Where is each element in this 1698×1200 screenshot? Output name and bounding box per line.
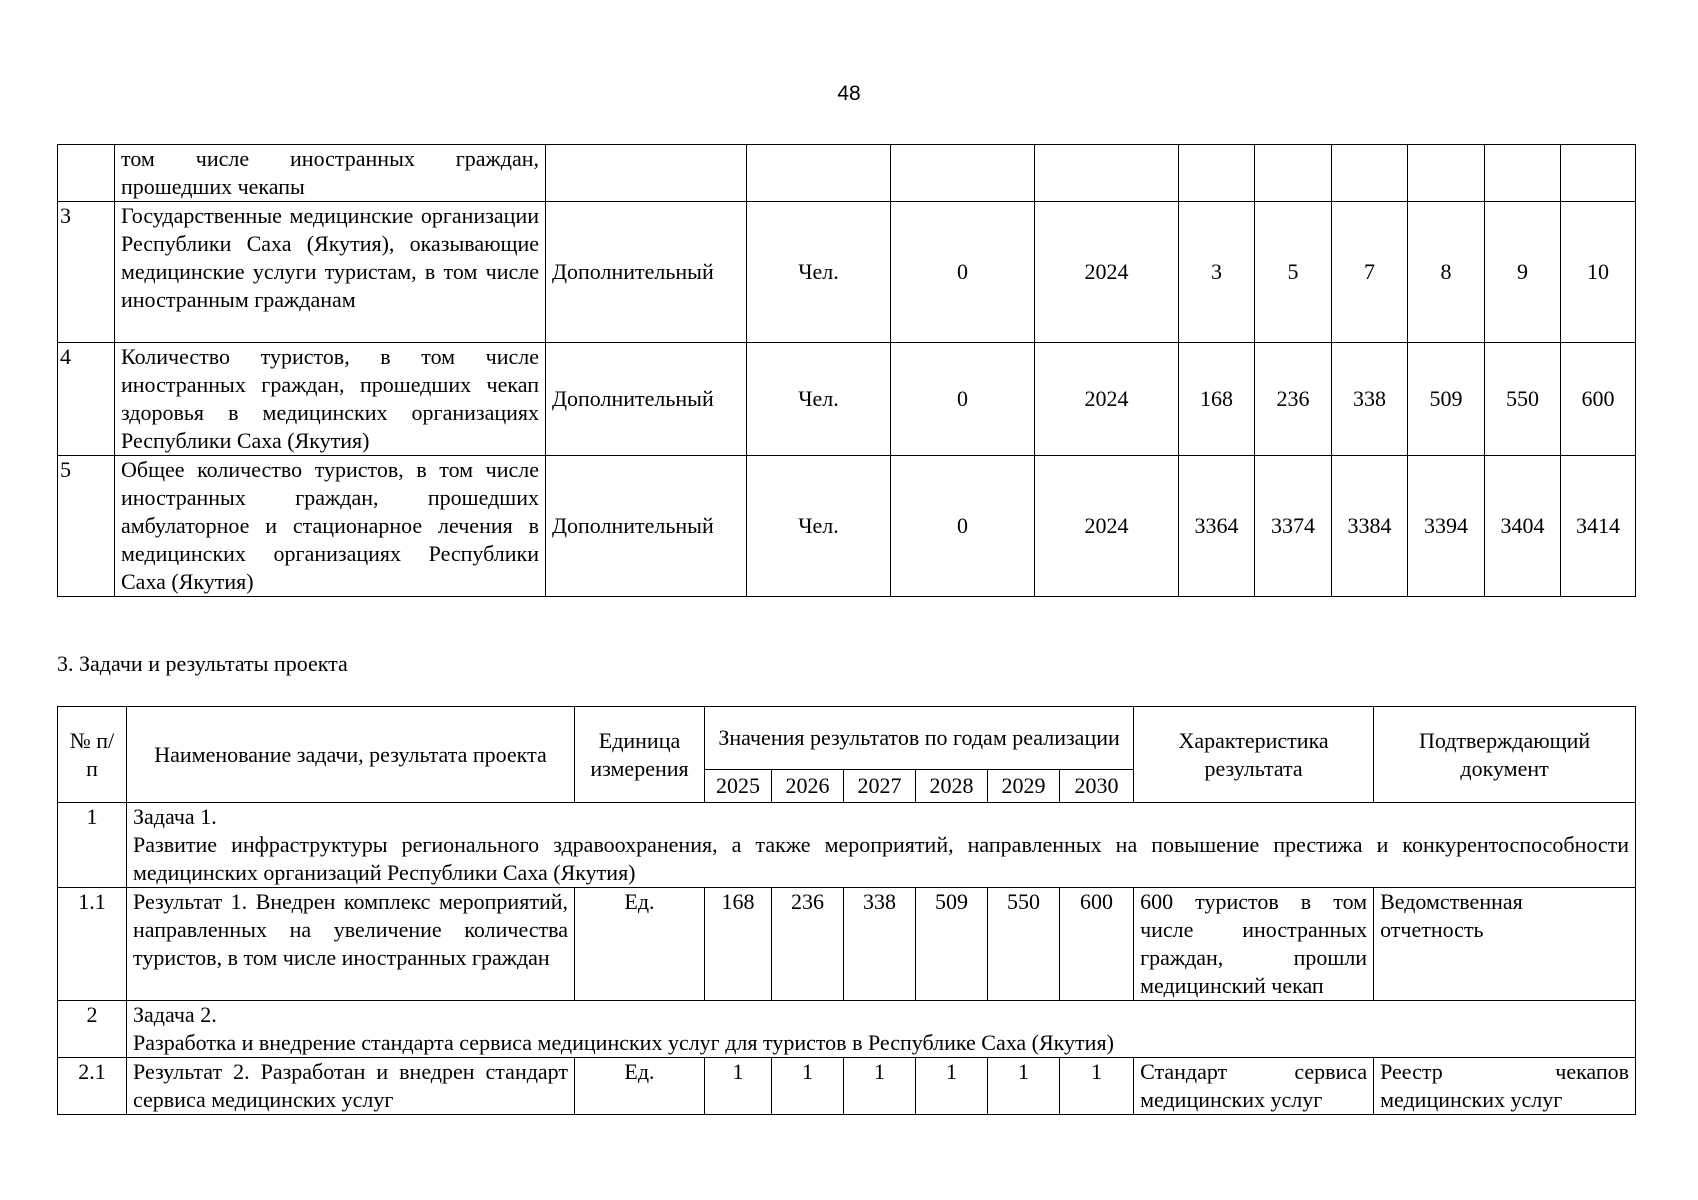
indicator-type: Дополнительный xyxy=(546,343,747,456)
result-value: 509 xyxy=(916,888,988,1001)
header-year: 2028 xyxy=(916,770,988,803)
header-name: Наименование задачи, результата проекта xyxy=(127,707,575,803)
unit-cell xyxy=(747,145,891,202)
header-document: Подтверждающий документ xyxy=(1374,707,1636,803)
value-cell: 509 xyxy=(1408,343,1485,456)
header-year: 2026 xyxy=(772,770,844,803)
task-number: 2 xyxy=(58,1001,127,1058)
indicators-table xyxy=(57,144,1636,597)
base-value-cell xyxy=(891,145,1035,202)
result-value: 1 xyxy=(916,1058,988,1115)
header-num: № п/п xyxy=(58,707,127,803)
value-cell: 9 xyxy=(1485,202,1561,343)
value-cell xyxy=(1561,145,1636,202)
value-cell: 3364 xyxy=(1179,456,1255,597)
header-row xyxy=(58,707,1636,770)
result-value: 338 xyxy=(844,888,916,1001)
table-row xyxy=(58,145,1636,202)
task-row xyxy=(58,1001,1636,1058)
result-document: Ведомственная отчетность xyxy=(1374,888,1636,1001)
task-text: Разработка и внедрение стандарта сервиса медицинских услуг для туристов в Республике Саха (Якутия) xyxy=(133,1030,1114,1055)
result-row xyxy=(58,888,1636,1001)
indicator-name: Государственные медицинские организации Республики Саха (Якутия), оказывающие медицинские услуги туристам, в том числе иностранным гражданам xyxy=(115,202,546,343)
value-cell: 10 xyxy=(1561,202,1636,343)
task-text: Развитие инфраструктуры регионального здравоохранения, а также мероприятий, направленных на повышение престижа и конкурентоспособности медицинских организаций Республики Саха (Якутия) xyxy=(133,832,1630,885)
base-value-cell: 0 xyxy=(891,202,1035,343)
value-cell: 7 xyxy=(1332,202,1408,343)
value-cell: 3394 xyxy=(1408,456,1485,597)
header-characteristic: Характеристика результата xyxy=(1134,707,1374,803)
base-year-cell: 2024 xyxy=(1035,202,1179,343)
header-year: 2030 xyxy=(1060,770,1134,803)
indicator-name: том числе иностранных граждан, прошедших чекапы xyxy=(115,145,546,202)
value-cell: 3 xyxy=(1179,202,1255,343)
task-title: Задача 1. xyxy=(133,804,217,829)
task-description xyxy=(127,803,1636,888)
value-cell: 3414 xyxy=(1561,456,1636,597)
value-cell: 168 xyxy=(1179,343,1255,456)
base-value-cell: 0 xyxy=(891,456,1035,597)
value-cell xyxy=(1332,145,1408,202)
base-value-cell: 0 xyxy=(891,343,1035,456)
base-year-cell: 2024 xyxy=(1035,343,1179,456)
tasks-results-table xyxy=(57,706,1636,1115)
indicator-type xyxy=(546,145,747,202)
task-description xyxy=(127,1001,1636,1058)
value-cell: 3374 xyxy=(1255,456,1332,597)
task-row xyxy=(58,803,1636,888)
indicator-name: Общее количество туристов, в том числе иностранных граждан, прошедших амбулаторное и стационарное лечения в медицинских организациях Республики Саха (Якутия) xyxy=(115,456,546,597)
result-characteristic: Стандарт сервиса медицинских услуг xyxy=(1134,1058,1374,1115)
row-number: 5 xyxy=(58,456,115,597)
value-cell xyxy=(1485,145,1561,202)
task-number: 1 xyxy=(58,803,127,888)
result-value: 1 xyxy=(705,1058,772,1115)
value-cell: 236 xyxy=(1255,343,1332,456)
value-cell: 5 xyxy=(1255,202,1332,343)
row-number: 3 xyxy=(58,202,115,343)
indicator-type: Дополнительный xyxy=(546,456,747,597)
value-cell xyxy=(1255,145,1332,202)
value-cell: 550 xyxy=(1485,343,1561,456)
result-characteristic: 600 туристов в том числе иностранных граждан, прошли медицинский чекап xyxy=(1134,888,1374,1001)
result-value: 168 xyxy=(705,888,772,1001)
result-value: 1 xyxy=(1060,1058,1134,1115)
header-unit: Единица измерения xyxy=(575,707,705,803)
indicator-type: Дополнительный xyxy=(546,202,747,343)
page-number: 48 xyxy=(837,82,861,105)
result-row xyxy=(58,1058,1636,1115)
task-title: Задача 2. xyxy=(133,1002,217,1027)
table-row xyxy=(58,343,1636,456)
header-values: Значения результатов по годам реализации xyxy=(705,707,1134,770)
result-unit: Ед. xyxy=(575,888,705,1001)
value-cell: 3384 xyxy=(1332,456,1408,597)
result-number: 2.1 xyxy=(58,1058,127,1115)
header-year: 2027 xyxy=(844,770,916,803)
unit-cell: Чел. xyxy=(747,343,891,456)
table-row xyxy=(58,202,1636,343)
result-unit: Ед. xyxy=(575,1058,705,1115)
header-year: 2029 xyxy=(988,770,1060,803)
value-cell xyxy=(1408,145,1485,202)
result-value: 1 xyxy=(772,1058,844,1115)
result-value: 600 xyxy=(1060,888,1134,1001)
result-value: 1 xyxy=(844,1058,916,1115)
row-number xyxy=(58,145,115,202)
value-cell: 8 xyxy=(1408,202,1485,343)
value-cell: 600 xyxy=(1561,343,1636,456)
result-name: Результат 1. Внедрен комплекс мероприятий, направленных на увеличение количества туристов, в том числе иностранных граждан xyxy=(127,888,575,1001)
unit-cell: Чел. xyxy=(747,202,891,343)
result-value: 550 xyxy=(988,888,1060,1001)
result-value: 236 xyxy=(772,888,844,1001)
value-cell xyxy=(1179,145,1255,202)
unit-cell: Чел. xyxy=(747,456,891,597)
table-row xyxy=(58,456,1636,597)
base-year-cell: 2024 xyxy=(1035,456,1179,597)
result-number: 1.1 xyxy=(58,888,127,1001)
result-value: 1 xyxy=(988,1058,1060,1115)
row-number: 4 xyxy=(58,343,115,456)
section-title: 3. Задачи и результаты проекта xyxy=(57,651,348,676)
value-cell: 3404 xyxy=(1485,456,1561,597)
indicator-name: Количество туристов, в том числе иностранных граждан, прошедших чекап здоровья в медицинских организациях Республики Саха (Якутия) xyxy=(115,343,546,456)
value-cell: 338 xyxy=(1332,343,1408,456)
result-document: Реестр чекапов медицинских услуг xyxy=(1374,1058,1636,1115)
result-name: Результат 2. Разработан и внедрен стандарт сервиса медицинских услуг xyxy=(127,1058,575,1115)
base-year-cell xyxy=(1035,145,1179,202)
header-year: 2025 xyxy=(705,770,772,803)
